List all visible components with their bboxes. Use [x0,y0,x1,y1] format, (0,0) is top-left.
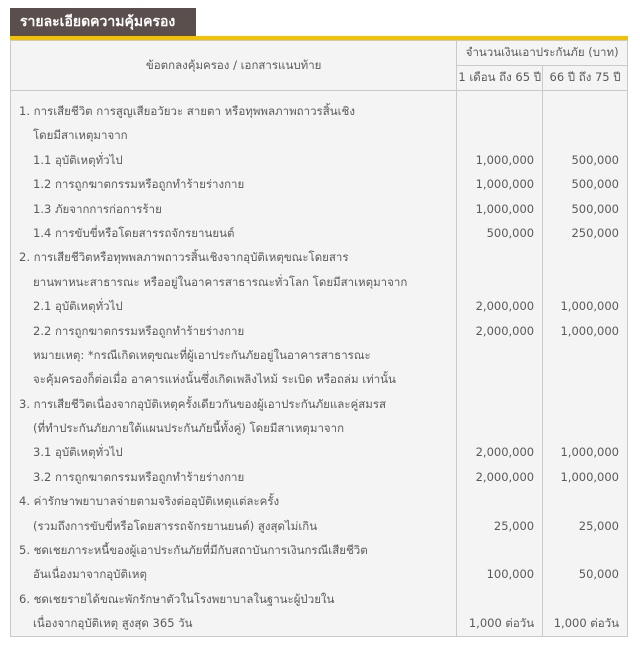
row-8-amount-age-66-75 [543,270,627,294]
row-10-amount-age-66-75: 1,000,000 [560,323,619,338]
row-18-description: (รวมถึงการขับขี่หรือโดยสารรถจักรยานยนต์) สูงสุดไม่เกิน [33,518,318,533]
row-20-amount-age-1m-65: 100,000 [486,567,535,582]
row-20-amount-age-66-75: 50,000 [578,567,619,582]
header-age-66-75: 66 ปี ถึง 75 ปี [543,66,628,91]
row-14-amount-age-66-75 [543,416,627,440]
row-7-amount-age-66-75 [543,245,627,269]
section-title: รายละเอียดความคุ้มครอง [10,8,196,36]
row-12-amount-age-66-75 [543,367,627,391]
row-16-description: 3.2 การถูกฆาตกรรมหรือถูกทำร้ายร่างกาย [33,469,245,484]
row-1-amount-age-1m-65 [457,99,542,123]
row-11-amount-age-66-75 [543,343,627,367]
row-9-amount-age-1m-65: 2,000,000 [475,299,535,314]
row-5-description: 1.3 ภัยจากการก่อการร้าย [33,201,162,216]
row-16-amount-age-66-75: 1,000,000 [560,469,619,484]
row-19-description: 5. ชดเชยภาระหนี้ของผู้เอาประกันภัยที่มีกับสถาบันการเงินกรณีเสียชีวิต [19,543,368,558]
row-5-amount-age-66-75: 500,000 [571,201,619,216]
row-4-amount-age-1m-65: 1,000,000 [475,177,535,192]
row-5-amount-age-1m-65: 1,000,000 [475,201,535,216]
row-4-description: 1.2 การถูกฆาตกรรมหรือถูกทำร้ายร่างกาย [33,177,245,192]
row-17-amount-age-66-75 [543,489,627,513]
row-22-amount-age-1m-65: 1,000 ต่อวัน [468,616,535,631]
row-18-amount-age-1m-65: 25,000 [493,518,535,533]
row-13-description: 3. การเสียชีวิตเนื่องจากอุบัติเหตุครั้งเดียวกันของผู้เอาประกันภัยและคู่สมรส [19,396,387,411]
row-2-amount-age-66-75 [543,123,627,147]
row-17-amount-age-1m-65 [457,489,542,513]
row-1-amount-age-66-75 [543,99,627,123]
row-11-amount-age-1m-65 [457,343,542,367]
row-2-description: โดยมีสาเหตุมาจาก [33,128,128,143]
row-1-description: 1. การเสียชีวิต การสูญเสียอวัยวะ สายตา หรือทุพพลภาพถาวรสิ้นเชิง [19,104,355,118]
row-17-description: 4. ค่ารักษาพยาบาลจ่ายตามจริงต่ออุบัติเหตุแต่ละครั้ง [19,494,280,509]
row-14-amount-age-1m-65 [457,416,542,440]
description-column [11,91,457,637]
row-19-amount-age-66-75 [543,538,627,562]
row-21-amount-age-1m-65 [457,587,542,611]
row-14-description: (ที่ทำประกันภัยภายใต้แผนประกันภัยนี้ทั้งคู่) โดยมีสาเหตุมาจาก [33,421,345,436]
amount-column-age-1m-65 [457,91,543,637]
row-22-amount-age-66-75: 1,000 ต่อวัน [553,616,619,631]
row-7-description: 2. การเสียชีวิตหรือทุพพลภาพถาวรสิ้นเชิงจากอุบัติเหตุขณะโดยสาร [19,250,349,265]
row-15-amount-age-66-75: 1,000,000 [560,445,619,460]
row-2-amount-age-1m-65 [457,123,542,147]
row-11-description: หมายเหตุ: *กรณีเกิดเหตุขณะที่ผู้เอาประกันภัยอยู่ในอาคารสาธารณะ [33,347,371,362]
row-15-amount-age-1m-65: 2,000,000 [475,445,535,460]
row-7-amount-age-1m-65 [457,245,542,269]
row-10-amount-age-1m-65: 2,000,000 [475,323,535,338]
header-sum-insured: จำนวนเงินเอาประกันภัย (บาท) [457,41,628,66]
row-13-amount-age-1m-65 [457,392,542,416]
row-19-amount-age-1m-65 [457,538,542,562]
row-13-amount-age-66-75 [543,392,627,416]
row-8-description: ยานพาหนะสาธารณะ หรืออยู่ในอาคารสาธารณะทั่วโลก โดยมีสาเหตุมาจาก [33,274,408,289]
row-9-description: 2.1 อุบัติเหตุทั่วไป [33,299,123,314]
row-3-amount-age-1m-65: 1,000,000 [475,152,535,167]
header-description: ข้อตกลงคุ้มครอง / เอกสารแนบท้าย [11,41,457,91]
row-9-amount-age-66-75: 1,000,000 [560,299,619,314]
coverage-table [10,40,628,637]
row-12-description: จะคุ้มครองก็ต่อเมื่อ อาคารแห่งนั้นซึ่งเกิดเพลิงไหม้ ระเบิด หรือถล่ม เท่านั้น [33,372,396,387]
row-6-amount-age-66-75: 250,000 [571,225,619,240]
row-6-description: 1.4 การขับขี่หรือโดยสารรถจักรยานยนต์ [33,225,235,240]
row-21-amount-age-66-75 [543,587,627,611]
row-21-description: 6. ชดเชยรายได้ขณะพักรักษาตัวในโรงพยาบาลในฐานะผู้ป่วยใน [19,591,335,606]
row-10-description: 2.2 การถูกฆาตกรรมหรือถูกทำร้ายร่างกาย [33,323,245,338]
row-3-description: 1.1 อุบัติเหตุทั่วไป [33,152,123,167]
row-18-amount-age-66-75: 25,000 [578,518,619,533]
header-age-1m-65: 1 เดือน ถึง 65 ปี [457,66,543,91]
amount-column-age-66-75 [543,91,628,637]
row-4-amount-age-66-75: 500,000 [571,177,619,192]
row-8-amount-age-1m-65 [457,270,542,294]
row-16-amount-age-1m-65: 2,000,000 [475,469,535,484]
row-15-description: 3.1 อุบัติเหตุทั่วไป [33,445,123,460]
row-20-description: อันเนื่องมาจากอุบัติเหตุ [33,567,147,582]
row-6-amount-age-1m-65: 500,000 [486,225,535,240]
row-3-amount-age-66-75: 500,000 [571,152,619,167]
row-12-amount-age-1m-65 [457,367,542,391]
row-22-description: เนื่องจากอุบัติเหตุ สูงสุด 365 วัน [33,616,193,631]
